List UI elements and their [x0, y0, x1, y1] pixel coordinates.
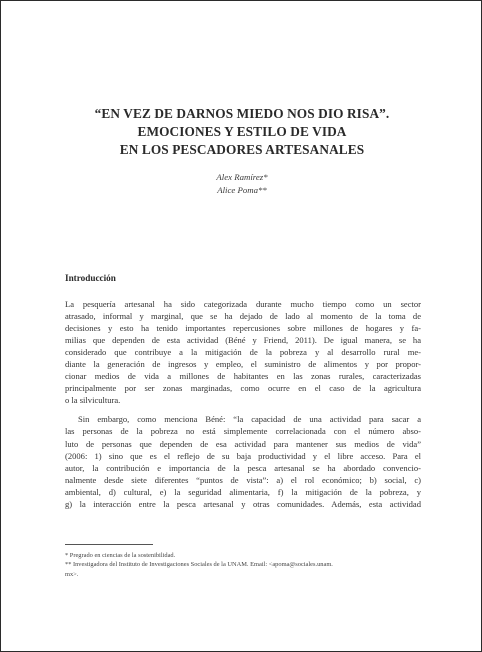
- text-line: (2006: 1) sino que es el reflejo de su baja productividad y el libre acceso. Para el: [65, 450, 421, 461]
- text-line: considerado que contribuye a la mitigación de la pobreza y al desarrollo rural me-: [65, 347, 421, 358]
- title-line-2: EMOCIONES Y ESTILO DE VIDA: [137, 124, 347, 139]
- title-line-1: “EN VEZ DE DARNOS MIEDO NOS DIO RISA”.: [94, 106, 390, 121]
- article-title: [41, 105, 443, 159]
- text-line: ambiental, d) cultural, e) la seguridad alimentaria, f) la mitigación de la pobreza, y: [65, 486, 421, 497]
- text-line: diante la generación de ingresos y empleo, el suministro de alimentos y por propor-: [65, 359, 421, 370]
- text-line: Sin embargo, como menciona Béné: “la capacidad de una actividad para sacar a: [78, 414, 421, 425]
- paragraph-2: [65, 413, 421, 509]
- text-line: las personas de la pobreza no está simplemente correlacionada con el número abso-: [65, 426, 421, 437]
- footnotes: [65, 551, 425, 579]
- text-line: principalmente por ser zonas marginadas, como ocurre en el caso de la agricultura: [65, 383, 421, 394]
- author-name: Alice Poma**: [217, 184, 267, 195]
- paragraph-1: [65, 298, 421, 406]
- footnote: ** Investigadora del Instituto de Investigaciones Sociales de la UNAM. Email: <apoma@sociales.unam.: [65, 561, 333, 569]
- text-line: decisiones y esto ha tenido importantes repercusiones sobre millones de hogares y fa-: [65, 323, 421, 334]
- section-heading: Introducción: [65, 273, 116, 283]
- author-list: [161, 171, 323, 196]
- text-line: luto de personas que dependen de esa actividad para mantener sus medios de vida”: [65, 438, 421, 449]
- author-name: Alex Ramírez*: [216, 172, 268, 182]
- text-line: milias que dependen de esta actividad (Béné y Friend, 2011). De igual manera, se ha: [65, 335, 421, 346]
- text-line: cionar medios de vida a millones de habitantes en las zonas rurales, caracterizadas: [65, 371, 421, 382]
- footnote-divider: [65, 544, 153, 545]
- text-line: o la silvicultura.: [65, 395, 121, 406]
- footnote: mx>.: [65, 570, 79, 578]
- text-line: atrasado, informal y marginal, que se ha dejado de lado al momento de la toma de: [65, 311, 421, 322]
- body-text: [65, 298, 421, 510]
- text-line: autor, la contribución e importancia de la pesca artesanal se ha abordado convencio-: [65, 462, 421, 473]
- text-line: La pesquería artesanal ha sido categorizada durante mucho tiempo como un sector: [65, 299, 421, 309]
- footnote: * Pregrado en ciencias de la sostenibilidad.: [65, 552, 176, 559]
- title-line-3: EN LOS PESCADORES ARTESANALES: [119, 142, 365, 157]
- text-line: nalmente desde siete diferentes “puntos de vista”: a) el rol económico; b) social, c): [65, 474, 421, 485]
- text-line: g) la interacción entre la pesca artesanal y otras comunidades. Además, esta actividad: [65, 498, 421, 509]
